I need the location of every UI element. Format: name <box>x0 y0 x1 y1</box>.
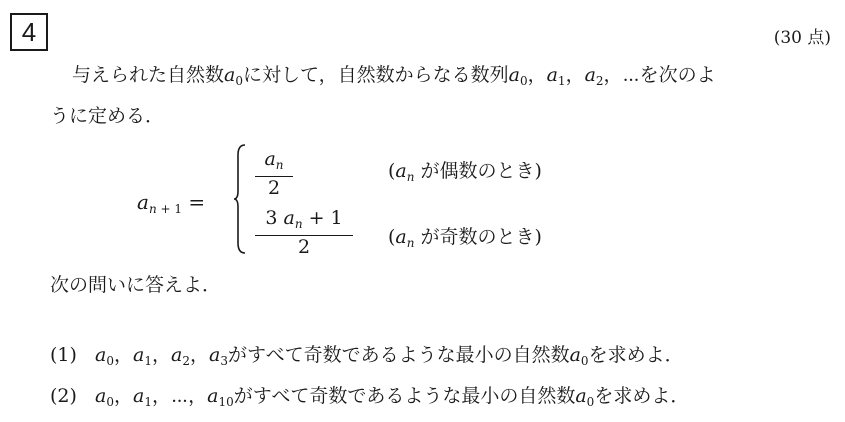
question-prompt: 次の問いに答えよ． <box>50 274 222 296</box>
fraction-case-even: $a_n$ 2 <box>255 148 293 199</box>
intro-line-1: 与えられた自然数$a_0$に対して，自然数からなる数列$a_0$，$a_1$，$a_2$，⋯を次のよ <box>72 64 716 88</box>
brace-icon <box>233 143 247 255</box>
condition-odd: ($a_n$ が奇数のとき) <box>388 226 542 250</box>
formula-lhs: $a_n$ $_{+ 1}$ = <box>137 190 206 216</box>
fraction-case-odd: 3 $a_n + 1$ 2 <box>255 207 353 258</box>
intro-line-2: うに定める． <box>50 105 165 127</box>
question-2: (2) $a_0$，$a_1$，⋯，$a_{10}$がすべて奇数であるような最小の自然数$a_0$を求めよ． <box>50 385 690 409</box>
condition-even: ($a_n$ が偶数のとき) <box>388 160 542 184</box>
intro-text-3: を次のよ <box>639 64 716 86</box>
question-1: (1) $a_0$，$a_1$，$a_2$，$a_3$がすべて奇数であるような最小の自然数$a_0$を求めよ． <box>50 344 684 368</box>
intro-text-2: に対して，自然数からなる数列 <box>242 64 509 86</box>
points-label: (30 点) <box>773 28 831 48</box>
intro-text-1: 与えられた自然数 <box>72 64 225 86</box>
problem-number-box: 4 <box>10 13 48 51</box>
